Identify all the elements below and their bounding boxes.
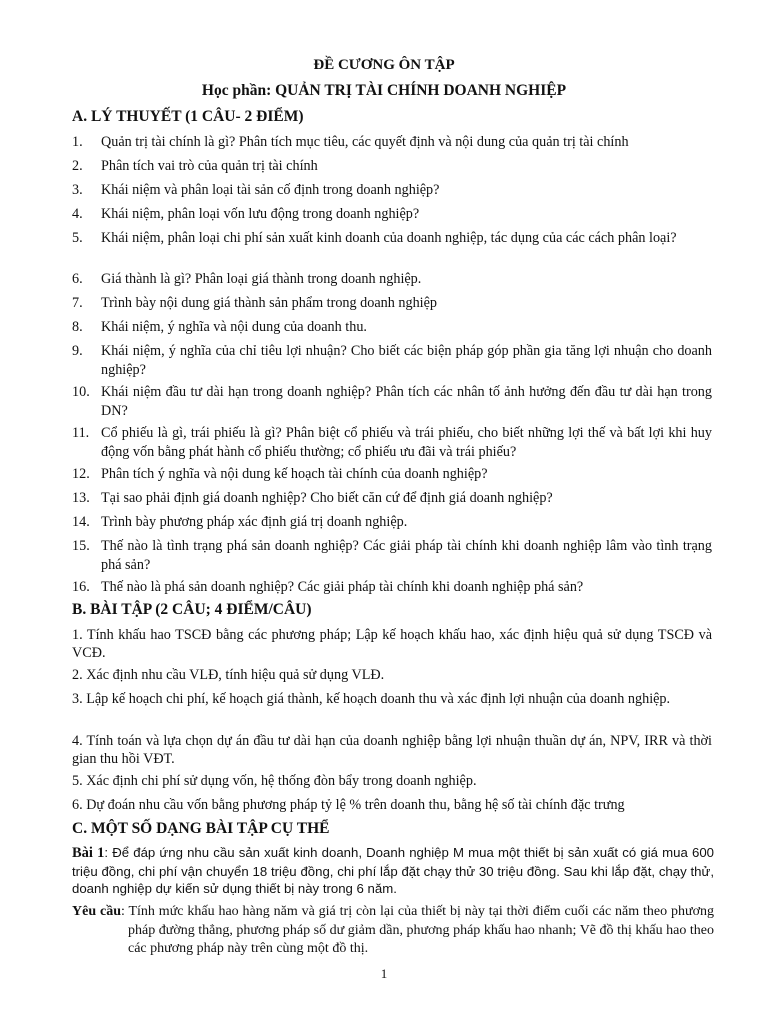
question-number: 14. <box>72 514 90 530</box>
theory-question <box>72 465 712 484</box>
question-number: 7. <box>72 295 83 311</box>
theory-question <box>72 383 712 421</box>
question-text: Phân tích ý nghĩa và nội dung kế hoạch tài chính của doanh nghiệp? <box>101 466 488 482</box>
theory-question <box>72 270 712 289</box>
question-text: Thế nào là tình trạng phá sản doanh nghiệp? Các giải pháp tài chính khi doanh nghiệp lâm vào tình trạng phá sản? <box>101 538 712 573</box>
exercise-item: 3. Lập kế hoạch chi phí, kế hoạch giá thành, kế hoạch doanh thu và xác định lợi nhuận của doanh nghiệp. <box>72 691 671 707</box>
exercise-item: 5. Xác định chi phí sử dụng vốn, hệ thống đòn bẩy trong doanh nghiệp. <box>72 773 477 789</box>
question-text: Giá thành là gì? Phân loại giá thành trong doanh nghiệp. <box>101 271 422 287</box>
question-text: Thế nào là phá sản doanh nghiệp? Các giải pháp tài chính khi doanh nghiệp phá sản? <box>101 579 584 595</box>
section-a-heading: A. LÝ THUYẾT (1 CÂU- 2 ĐIỂM) <box>72 108 304 125</box>
question-text: Khái niệm, ý nghĩa của chỉ tiêu lợi nhuận? Cho biết các biện pháp góp phần gia tăng lợi nhuận cho doanh nghiệp? <box>101 343 712 378</box>
question-text: Khái niệm đầu tư dài hạn trong doanh nghiệp? Phân tích các nhân tố ảnh hưởng đến đầu tư dài hạn trong DN? <box>101 384 712 419</box>
exercise-item: 4. Tính toán và lựa chọn dự án đầu tư dài hạn của doanh nghiệp bằng lợi nhuận thuần dự án, NPV, IRR và thời gian thu hồi VĐT. <box>72 733 712 767</box>
requirement-label: Yêu cầu <box>72 904 121 919</box>
question-number: 8. <box>72 319 83 335</box>
theory-question <box>72 229 712 248</box>
theory-question <box>72 424 712 462</box>
document-title: ĐỀ CƯƠNG ÔN TẬP <box>313 57 455 73</box>
problem-1 <box>72 844 714 898</box>
theory-question <box>72 205 712 224</box>
question-text: Khái niệm, phân loại chi phí sản xuất kinh doanh của doanh nghiệp, tác dụng của các cách phân loại? <box>101 230 677 246</box>
question-text: Khái niệm, phân loại vốn lưu động trong doanh nghiệp? <box>101 206 420 222</box>
question-number: 15. <box>72 538 90 554</box>
question-text: Trình bày phương pháp xác định giá trị doanh nghiệp. <box>101 514 408 530</box>
question-number: 2. <box>72 158 83 174</box>
theory-question <box>72 157 712 176</box>
problem-label: Bài 1 <box>72 845 105 861</box>
exercise-item: 2. Xác định nhu cầu VLĐ, tính hiệu quả sử dụng VLĐ. <box>72 667 385 683</box>
theory-question <box>72 294 712 313</box>
theory-question <box>72 342 712 380</box>
question-text: Cổ phiếu là gì, trái phiếu là gì? Phân biệt cổ phiếu và trái phiếu, cho biết những lợi thế và bất lợi khi huy động vốn bằng phát hành cổ phiếu thường; cổ phiếu ưu đãi và trái phiếu? <box>101 425 712 460</box>
question-text: Tại sao phải định giá doanh nghiệp? Cho biết căn cứ để định giá doanh nghiệp? <box>101 490 553 506</box>
theory-question <box>72 489 712 508</box>
question-text: Khái niệm, ý nghĩa và nội dung của doanh thu. <box>101 319 367 335</box>
section-b-heading: B. BÀI TẬP (2 CÂU; 4 ĐIỂM/CÂU) <box>72 601 312 618</box>
question-text: Phân tích vai trò của quản trị tài chính <box>101 158 318 174</box>
question-number: 3. <box>72 182 83 198</box>
question-number: 12. <box>72 466 90 482</box>
question-number: 5. <box>72 230 83 246</box>
theory-question <box>72 133 712 152</box>
question-number: 9. <box>72 343 83 359</box>
question-number: 1. <box>72 134 83 150</box>
question-number: 16. <box>72 579 90 595</box>
theory-question <box>72 181 712 200</box>
question-number: 4. <box>72 206 83 222</box>
exercise-item: 6. Dự đoán nhu cầu vốn bằng phương pháp tỷ lệ % trên doanh thu, bằng hệ số tài chính đặc trưng <box>72 797 625 813</box>
theory-question <box>72 513 712 532</box>
section-c-heading: C. MỘT SỐ DẠNG BÀI TẬP CỤ THỂ <box>72 820 330 837</box>
question-number: 13. <box>72 490 90 506</box>
question-text: Khái niệm và phân loại tài sản cố định trong doanh nghiệp? <box>101 182 440 198</box>
course-title: Học phần: QUẢN TRỊ TÀI CHÍNH DOANH NGHIỆP <box>201 82 567 99</box>
theory-question <box>72 318 712 337</box>
exercise-item: 1. Tính khấu hao TSCĐ bằng các phương pháp; Lập kế hoạch khấu hao, xác định hiệu quả sử dụng TSCĐ và VCĐ. <box>72 627 712 661</box>
question-text: Trình bày nội dung giá thành sản phẩm trong doanh nghiệp <box>101 295 437 311</box>
requirement <box>72 903 714 959</box>
theory-question <box>72 537 712 575</box>
page-number: 1 <box>380 966 388 981</box>
requirement-text: : Tính mức khấu hao hàng năm và giá trị còn lại của thiết bị này tại thời điểm cuối các năm theo phương pháp đường thẳng, phương pháp số dư giảm dần, phương pháp khấu hao nhanh; Vẽ đồ thị khấu hao theo các phương pháp này trên cùng một đồ thị. <box>120 904 714 956</box>
question-number: 6. <box>72 271 83 287</box>
question-text: Quản trị tài chính là gì? Phân tích mục tiêu, các quyết định và nội dung của quản trị tài chính <box>101 134 629 150</box>
theory-question <box>72 578 712 597</box>
question-number: 10. <box>72 384 90 400</box>
problem-text: : Để đáp ứng nhu cầu sản xuất kinh doanh, Doanh nghiệp M mua một thiết bị sản xuất có giá mua 600 triệu đồng, chi phí vận chuyển 18 triệu đồng, chi phí lắp đặt chạy thử 30 triệu đồng. Sau khi lắp đặt, chạy thử, doanh nghiệp dự kiến sử dụng thiết bị này trong 6 năm. <box>72 845 714 896</box>
question-number: 11. <box>72 425 90 441</box>
